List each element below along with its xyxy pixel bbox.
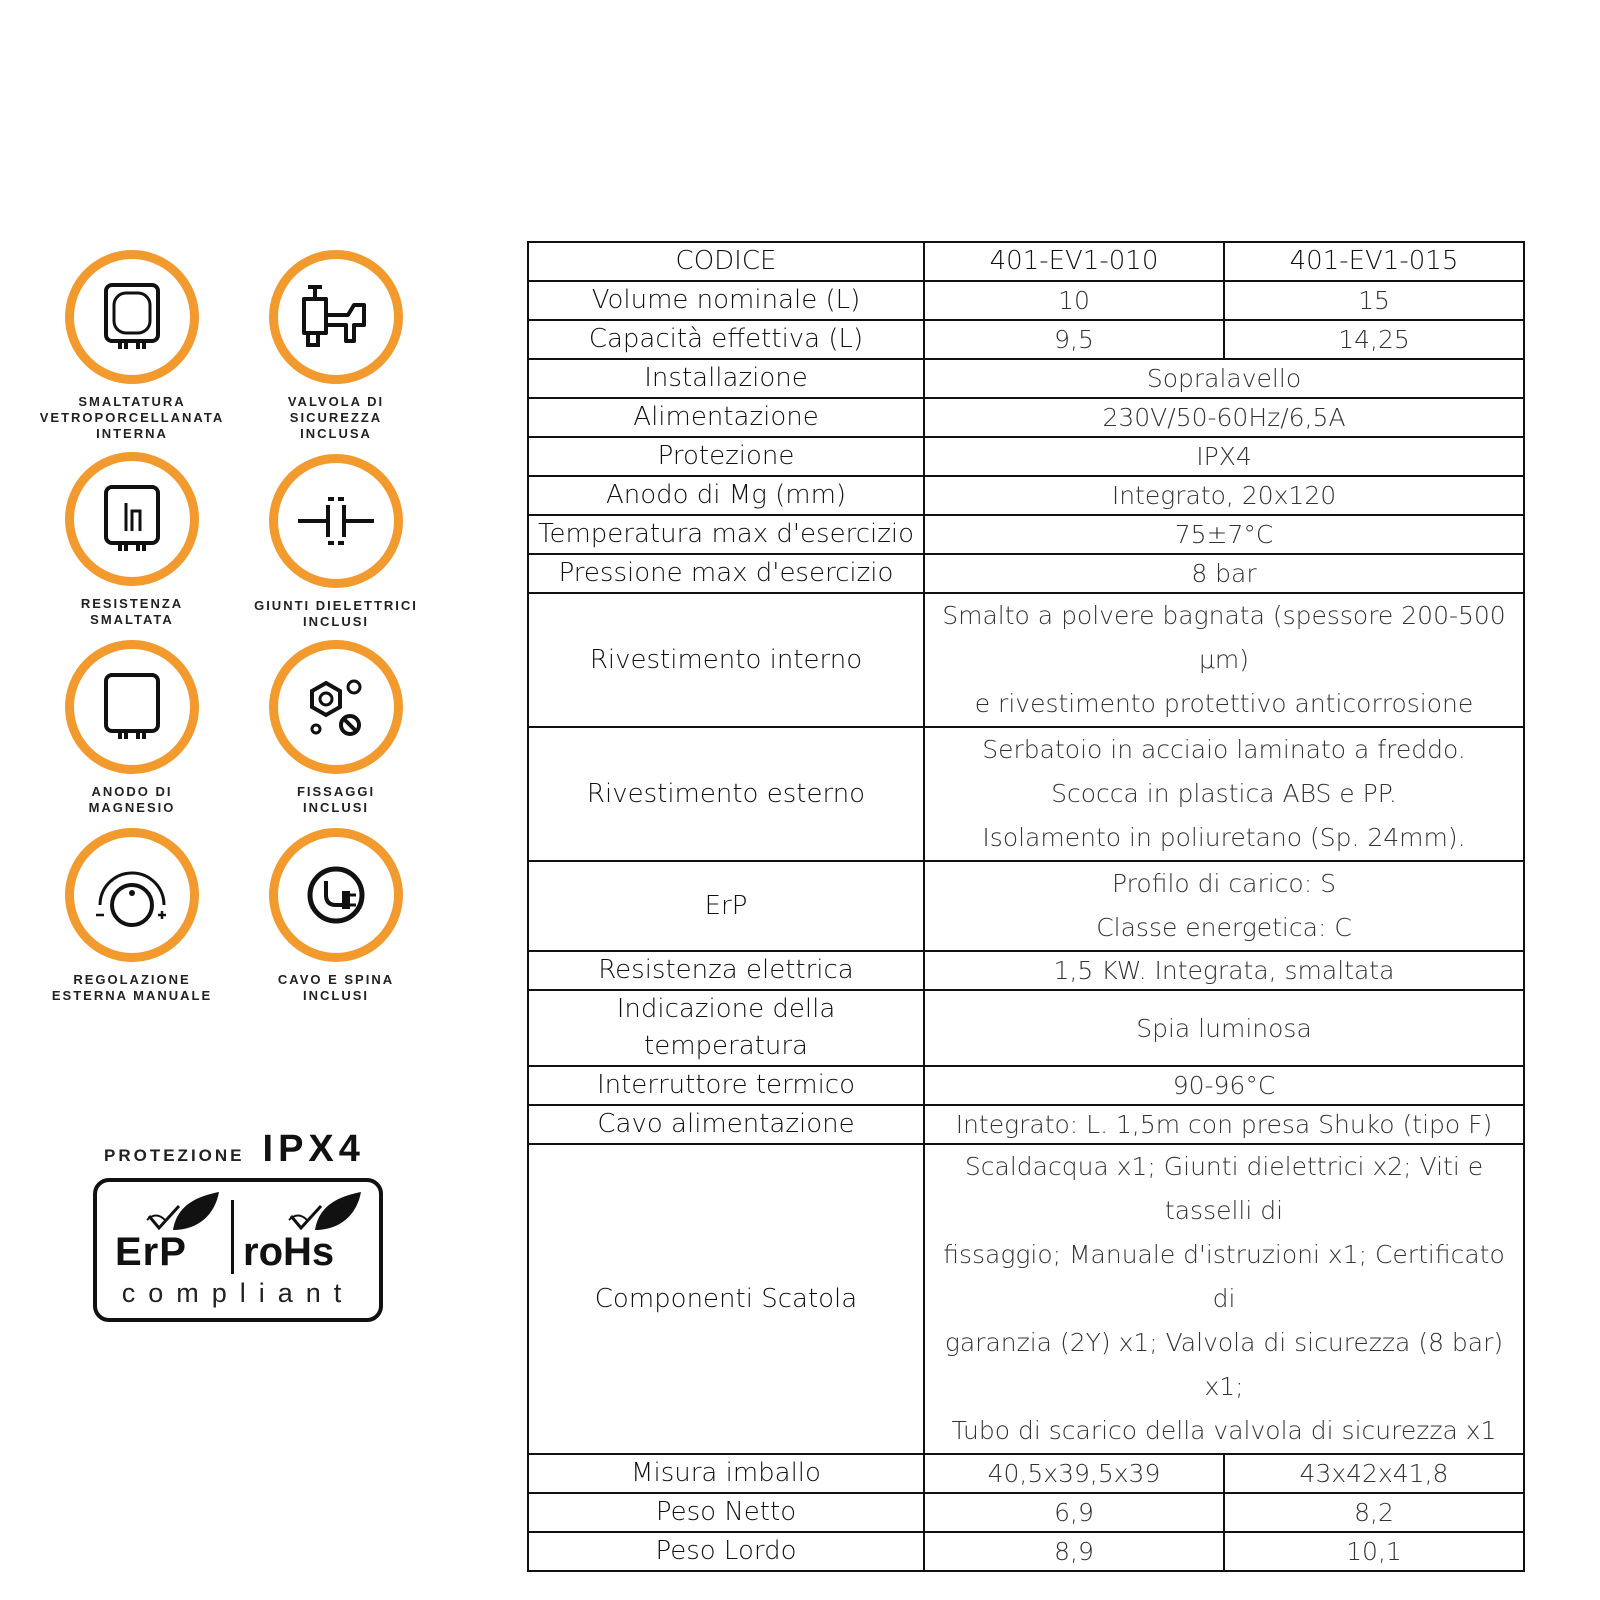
row-value-a: 9,5 xyxy=(924,320,1224,359)
feature-plug xyxy=(216,828,456,1004)
row-value: 75±7°C xyxy=(924,515,1524,554)
row-value: Profilo di carico: S Classe energetica: C xyxy=(924,861,1524,951)
feature-ring xyxy=(269,454,403,588)
row-value-a: 40,5x39,5x39 xyxy=(924,1454,1224,1493)
magnesium-anode-icon xyxy=(90,665,174,749)
row-label: Alimentazione xyxy=(528,398,924,437)
row-label: Rivestimento interno xyxy=(528,593,924,727)
row-value: IPX4 xyxy=(924,437,1524,476)
row-value: 90-96°C xyxy=(924,1066,1524,1105)
row-value: Integrato: L. 1,5m con presa Shuko (tipo F) xyxy=(924,1105,1524,1144)
feature-label: FISSAGGI INCLUSI xyxy=(296,784,376,815)
row-value: Sopralavello xyxy=(924,359,1524,398)
feature-label: REGOLAZIONE ESTERNA MANUALE xyxy=(51,972,213,1003)
row-label: Cavo alimentazione xyxy=(528,1105,924,1144)
row-label: Peso Netto xyxy=(528,1493,924,1532)
protection-header xyxy=(104,1128,404,1171)
fixings-icon xyxy=(294,665,378,749)
header-model-b: 401-EV1-015 xyxy=(1224,242,1524,281)
feature-ring xyxy=(65,828,199,962)
erp-mark: ErP xyxy=(115,1230,187,1274)
row-label: Peso Lordo xyxy=(528,1532,924,1571)
certification-badge xyxy=(93,1178,383,1322)
table-row xyxy=(528,1144,1524,1454)
row-value-a: 10 xyxy=(924,281,1224,320)
feature-label: SMALTATURA VETROPORCELLANATA INTERNA xyxy=(39,394,225,441)
plug-cable-icon xyxy=(294,853,378,937)
row-value-b: 10,1 xyxy=(1224,1532,1524,1571)
table-row xyxy=(528,437,1524,476)
table-row xyxy=(528,359,1524,398)
row-label: Indicazione della temperatura xyxy=(528,990,924,1066)
manual-knob-icon xyxy=(90,853,174,937)
table-row xyxy=(528,1493,1524,1532)
feature-ring xyxy=(269,250,403,384)
row-value: Integrato, 20x120 xyxy=(924,476,1524,515)
spec-table xyxy=(527,241,1525,1572)
table-row xyxy=(528,476,1524,515)
table-row xyxy=(528,398,1524,437)
enamel-tank-icon xyxy=(90,275,174,359)
row-label: Resistenza elettrica xyxy=(528,951,924,990)
row-value-b: 15 xyxy=(1224,281,1524,320)
row-label: Componenti Scatola xyxy=(528,1144,924,1454)
row-value: Serbatoio in acciaio laminato a freddo. Scocca in plastica ABS e PP. Isolamento in poliuretano (Sp. 24mm). xyxy=(924,727,1524,861)
dielectric-joint-icon xyxy=(294,479,378,563)
row-label: Anodo di Mg (mm) xyxy=(528,476,924,515)
row-label: Temperatura max d'esercizio xyxy=(528,515,924,554)
feature-ring xyxy=(65,452,199,586)
row-value-a: 6,9 xyxy=(924,1493,1224,1532)
header-model-a: 401-EV1-010 xyxy=(924,242,1224,281)
row-label: Installazione xyxy=(528,359,924,398)
table-row xyxy=(528,320,1524,359)
table-row xyxy=(528,951,1524,990)
rohs-mark: roHs xyxy=(243,1230,335,1274)
row-value-a: 8,9 xyxy=(924,1532,1224,1571)
heating-element-icon xyxy=(90,477,174,561)
row-value: 230V/50-60Hz/6,5A xyxy=(924,398,1524,437)
compliant-text: compliant xyxy=(121,1278,355,1308)
table-row xyxy=(528,554,1524,593)
feature-ring xyxy=(65,250,199,384)
table-row xyxy=(528,593,1524,727)
table-row xyxy=(528,1105,1524,1144)
safety-valve-icon xyxy=(294,275,378,359)
row-value: Scaldacqua x1; Giunti dielettrici x2; Viti e tasselli di fissaggio; Manuale d'istruzioni x1; Certificato di garanzia (2Y) x1; Valvola di sicurezza (8 bar) x1; Tubo di scarico della valvola di sicurezza x1 xyxy=(924,1144,1524,1454)
row-value-b: 14,25 xyxy=(1224,320,1524,359)
feature-label: CAVO E SPINA INCLUSI xyxy=(277,972,395,1003)
feature-label: VALVOLA DI SICUREZZA INCLUSA xyxy=(287,394,385,441)
row-value: Smalto a polvere bagnata (spessore 200-500 μm) e rivestimento protettivo anticorrosione xyxy=(924,593,1524,727)
table-row xyxy=(528,1454,1524,1493)
feature-label: RESISTENZA SMALTATA xyxy=(80,596,184,627)
row-value: 1,5 KW. Integrata, smaltata xyxy=(924,951,1524,990)
feature-ring xyxy=(269,828,403,962)
table-row xyxy=(528,990,1524,1066)
feature-fixings xyxy=(216,640,456,816)
header-label: CODICE xyxy=(528,242,924,281)
row-label: Pressione max d'esercizio xyxy=(528,554,924,593)
row-value-b: 43x42x41,8 xyxy=(1224,1454,1524,1493)
table-row xyxy=(528,515,1524,554)
row-value: Spia luminosa xyxy=(924,990,1524,1066)
feature-dielectric xyxy=(216,454,456,630)
table-row xyxy=(528,1066,1524,1105)
table-row xyxy=(528,1532,1524,1571)
row-label: Volume nominale (L) xyxy=(528,281,924,320)
table-row xyxy=(528,281,1524,320)
row-label: Protezione xyxy=(528,437,924,476)
table-row xyxy=(528,861,1524,951)
row-label: Interruttore termico xyxy=(528,1066,924,1105)
feature-ring xyxy=(269,640,403,774)
feature-ring xyxy=(65,640,199,774)
protection-value: IPX4 xyxy=(262,1128,365,1170)
row-label: Rivestimento esterno xyxy=(528,727,924,861)
feature-label: ANODO DI MAGNESIO xyxy=(88,784,176,815)
protection-label: PROTEZIONE xyxy=(104,1146,245,1165)
feature-label: GIUNTI DIELETTRICI INCLUSI xyxy=(254,598,418,629)
row-value-b: 8,2 xyxy=(1224,1493,1524,1532)
row-label: ErP xyxy=(528,861,924,951)
table-header-row xyxy=(528,242,1524,281)
row-label: Misura imballo xyxy=(528,1454,924,1493)
row-label: Capacità effettiva (L) xyxy=(528,320,924,359)
badge-divider xyxy=(231,1200,234,1274)
row-value: 8 bar xyxy=(924,554,1524,593)
table-row xyxy=(528,727,1524,861)
feature-valve xyxy=(216,250,456,442)
